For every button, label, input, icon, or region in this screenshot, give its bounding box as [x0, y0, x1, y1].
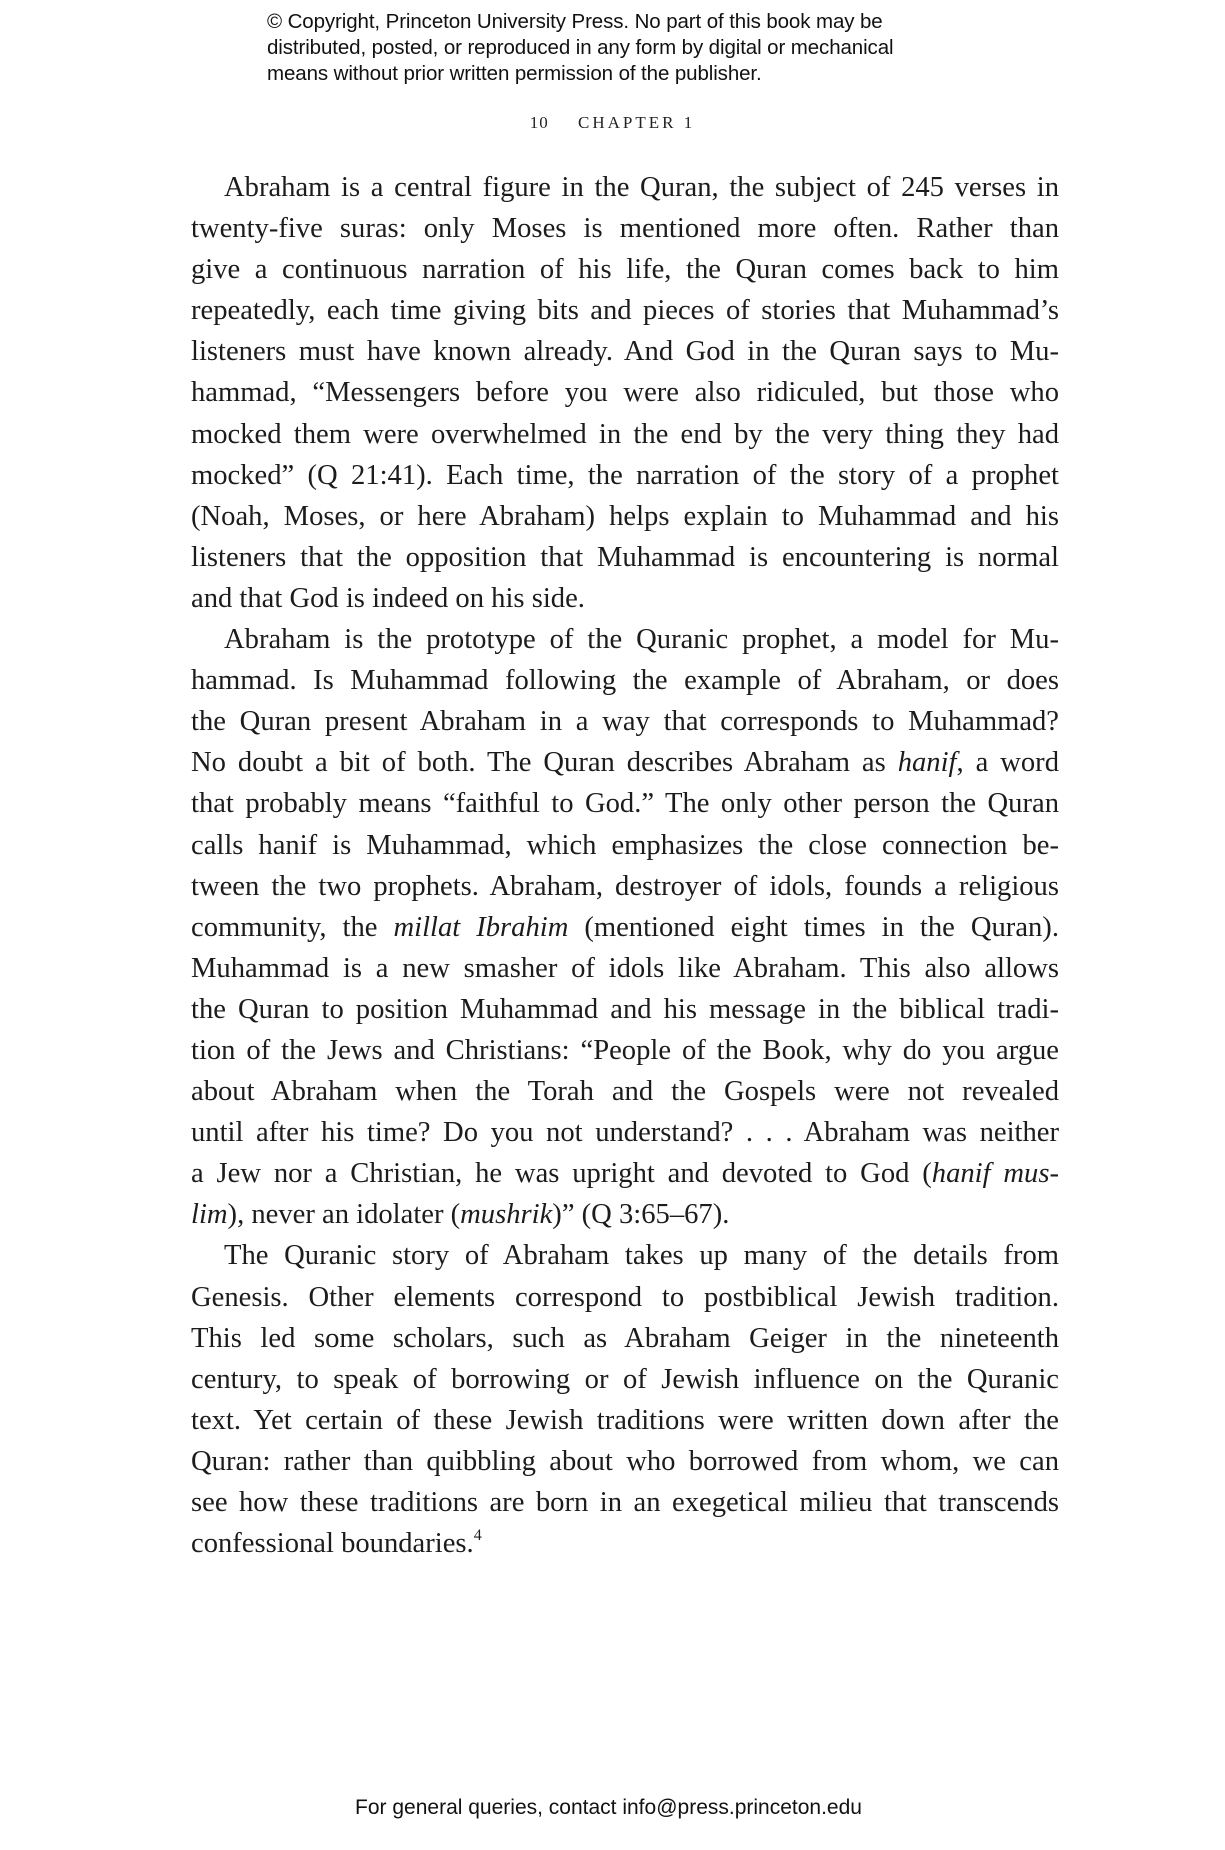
text-span	[191, 1158, 1059, 1189]
text-line	[191, 1277, 1059, 1318]
text-span: Muhammad is a new smasher of idols like Abraham. This also allows	[191, 952, 1059, 984]
text-span: Abraham is a central figure in the Quran, the subject of 245 verses in	[224, 172, 1059, 203]
text-line	[191, 742, 1059, 783]
text-span: that probably means “faithful to God.” The only other person the Quran	[191, 788, 1059, 820]
text-line	[191, 414, 1059, 455]
copyright-line: © Copyright, Princeton University Press. No part of this book may be	[267, 10, 883, 33]
text-line	[191, 1441, 1059, 1482]
text-span: (Noah, Moses, or here Abraham) helps explain to Muhammad and his	[191, 500, 1059, 532]
text-line	[191, 866, 1059, 907]
text-span: hammad, “Messengers before you were also ridiculed, but those who	[191, 377, 1059, 409]
text-line	[191, 578, 1059, 619]
text-span: mocked them were overwhelmed in the end by the very thing they had	[191, 418, 1059, 450]
text-span: about Abraham when the Torah and the Gospels were not revealed	[191, 1076, 1059, 1108]
text-span: a Jew nor a Christian, he was upright and devoted to God (	[191, 1158, 932, 1190]
text-span: )” (Q 3:65–67).	[552, 1199, 730, 1231]
text-span	[191, 1528, 482, 1559]
text-span: This led some scholars, such as Abraham Geiger in the nineteenth	[191, 1322, 1059, 1354]
page-number: 10	[529, 113, 549, 132]
text-line	[191, 372, 1059, 413]
text-span	[191, 912, 1059, 943]
text-line	[191, 1071, 1059, 1112]
chapter-label: CHAPTER 1	[578, 113, 696, 132]
text-line	[191, 1112, 1059, 1153]
text-span: , a word	[956, 747, 1059, 779]
italic-term: hanif	[897, 747, 957, 779]
text-span: until after his time? Do you not understand? . . . Abraham was neither	[191, 1117, 1059, 1149]
copyright-notice	[267, 9, 987, 87]
text-span: calls hanif is Muhammad, which emphasizes the close connection be-	[191, 829, 1059, 861]
text-span: ), never an idolater (	[227, 1199, 461, 1231]
text-span: The Quranic story of Abraham takes up many of the details from	[224, 1240, 1059, 1272]
italic-term: mushrik	[460, 1199, 553, 1231]
footer-contact	[0, 1796, 1225, 1820]
italic-term: lim	[191, 1199, 228, 1231]
body-text	[191, 167, 1059, 1564]
text-line	[191, 907, 1059, 948]
text-span: and that God is indeed on his side.	[191, 582, 585, 614]
text-span: Quran: rather than quibbling about who borrowed from whom, we can	[191, 1445, 1059, 1477]
text-span: (mentioned eight times in the Quran).	[568, 911, 1059, 943]
text-line	[191, 948, 1059, 989]
text-line	[191, 1482, 1059, 1523]
text-span: Genesis. Other elements correspond to postbiblical Jewish tradition.	[191, 1281, 1059, 1313]
copyright-line: distributed, posted, or reproduced in any form by digital or mechanical	[267, 36, 894, 59]
text-span: Abraham is the prototype of the Quranic prophet, a model for Mu-	[224, 624, 1059, 656]
text-span: the Quran to position Muhammad and his message in the biblical tradi-	[191, 993, 1059, 1025]
text-line	[191, 290, 1059, 331]
text-span: confessional boundaries.	[191, 1528, 474, 1560]
text-span: tion of the Jews and Christians: “People of the Book, why do you argue	[191, 1034, 1059, 1066]
text-line	[191, 1400, 1059, 1441]
text-span: text. Yet certain of these Jewish traditions were written down after the	[191, 1404, 1059, 1436]
text-line	[191, 208, 1059, 249]
text-span: No doubt a bit of both. The Quran describes Abraham as	[191, 747, 898, 779]
text-line	[191, 989, 1059, 1030]
text-span: century, to speak of borrowing or of Jewish influence on the Quranic	[191, 1363, 1059, 1395]
text-line	[191, 249, 1059, 290]
text-line	[191, 783, 1059, 824]
text-line	[191, 1194, 1059, 1235]
text-span	[191, 1199, 729, 1230]
text-span: repeatedly, each time giving bits and pieces of stories that Muhammad’s	[191, 295, 1059, 327]
text-line	[191, 619, 1059, 660]
text-line	[191, 1030, 1059, 1071]
text-line	[191, 701, 1059, 742]
text-line	[191, 825, 1059, 866]
text-line	[191, 167, 1059, 208]
text-span: listeners must have known already. And God in the Quran says to Mu-	[191, 336, 1059, 368]
text-span: see how these traditions are born in an exegetical milieu that transcends	[191, 1487, 1059, 1518]
text-line	[191, 455, 1059, 496]
text-line	[191, 537, 1059, 578]
text-span: give a continuous narration of his life, the Quran comes back to him	[191, 254, 1059, 286]
text-line	[191, 660, 1059, 701]
text-span: community, the	[191, 911, 394, 943]
text-span: mocked” (Q 21:41). Each time, the narration of the story of a prophet	[191, 459, 1059, 491]
footnote-reference[interactable]: 4	[473, 1527, 482, 1545]
text-line	[191, 1318, 1059, 1359]
text-line	[191, 1235, 1059, 1276]
italic-term: hanif mus-	[931, 1158, 1059, 1190]
text-span: hammad. Is Muhammad following the example of Abraham, or does	[191, 665, 1059, 697]
text-span: tween the two prophets. Abraham, destroyer of idols, founds a religious	[191, 870, 1059, 902]
running-head	[0, 113, 1225, 133]
footer-text: For general queries, contact info@press.princeton.edu	[355, 1796, 862, 1819]
italic-term: millat Ibrahim	[393, 911, 569, 943]
text-span: listeners that the opposition that Muhammad is encountering is normal	[191, 541, 1059, 573]
text-line	[191, 1359, 1059, 1400]
text-span	[191, 747, 1059, 778]
text-span: the Quran present Abraham in a way that corresponds to Muhammad?	[191, 706, 1059, 738]
text-line	[191, 331, 1059, 372]
copyright-line: means without prior written permission of the publisher.	[267, 62, 762, 85]
text-span: twenty-five suras: only Moses is mentioned more often. Rather than	[191, 213, 1059, 245]
text-line	[191, 1153, 1059, 1194]
text-line	[191, 496, 1059, 537]
text-line	[191, 1523, 1059, 1564]
